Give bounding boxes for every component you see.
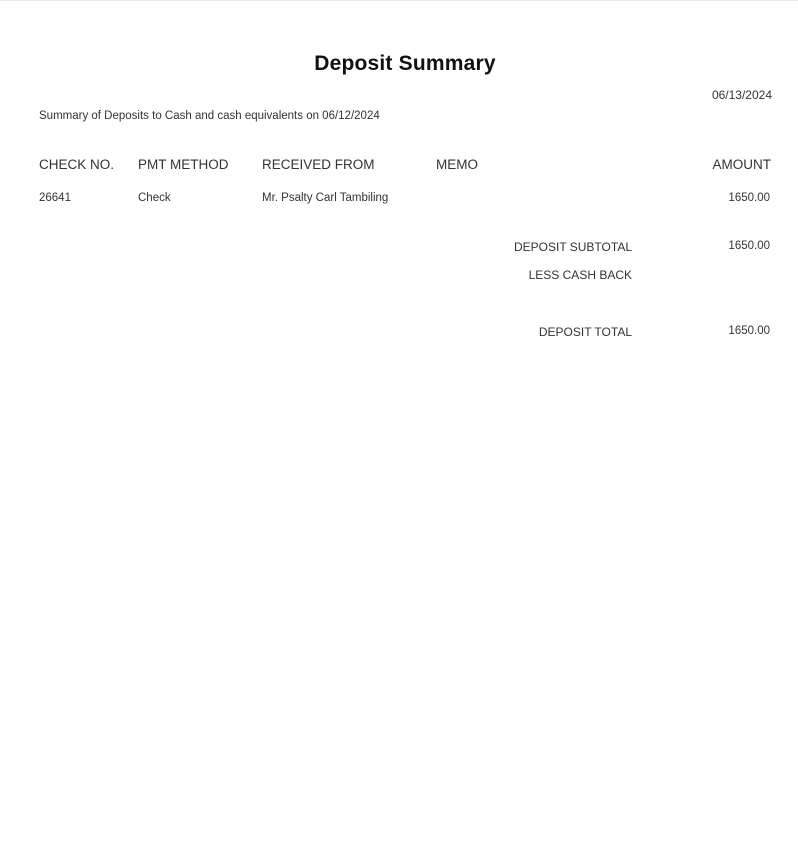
subtotal-label: DEPOSIT SUBTOTAL — [513, 240, 632, 254]
header-check-no: CHECK NO. — [39, 157, 115, 172]
report-subtitle: Summary of Deposits to Cash and cash equivalents on 06/12/2024 — [39, 110, 380, 122]
header-received-from: RECEIVED FROM — [262, 157, 375, 172]
cash-back-label: LESS CASH BACK — [528, 268, 632, 282]
report-title: Deposit Summary — [314, 52, 496, 75]
subtotal-value: 1650.00 — [728, 240, 770, 252]
cell-check-no: 26641 — [39, 192, 71, 204]
cell-pmt-method: Check — [138, 192, 171, 204]
total-value: 1650.00 — [728, 325, 770, 337]
header-amount: AMOUNT — [712, 157, 771, 172]
header-pmt-method: PMT METHOD — [138, 157, 229, 172]
report-date: 06/13/2024 — [711, 88, 772, 102]
cell-received-from: Mr. Psalty Carl Tambiling — [262, 192, 389, 204]
cell-amount: 1650.00 — [728, 192, 770, 204]
total-label: DEPOSIT TOTAL — [538, 325, 632, 339]
header-memo: MEMO — [436, 157, 478, 172]
